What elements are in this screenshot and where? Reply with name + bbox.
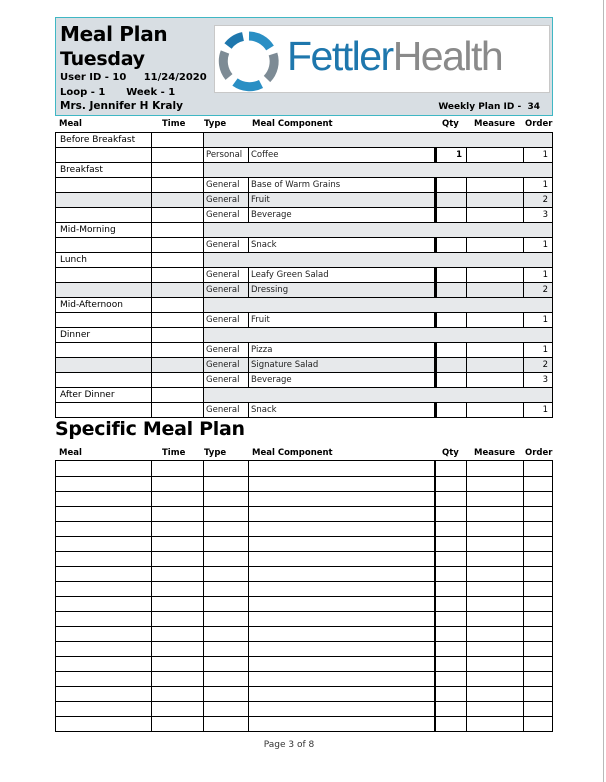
col-measure: Measure (474, 448, 516, 458)
meal-name: Dinner (56, 328, 152, 342)
brand-logo (214, 25, 550, 93)
weekly-plan-id: Weekly Plan ID - 34 (438, 102, 540, 112)
type-cell: General (204, 178, 249, 192)
table-row (55, 312, 553, 327)
meal-row-fill (152, 253, 552, 267)
order-cell: 2 (524, 193, 552, 207)
col-type: Type (204, 119, 227, 129)
measure-cell (467, 268, 524, 282)
brand-name-fettler: Fettler (287, 33, 393, 79)
ring-logo-icon (218, 30, 280, 92)
col-order: Order (525, 448, 553, 458)
time-cell (152, 193, 204, 207)
component-cell: Fruit (249, 193, 435, 207)
grid-row-line (56, 476, 552, 477)
type-cell: General (204, 238, 249, 252)
meal-cell (56, 403, 152, 417)
measure-cell (467, 373, 524, 387)
type-cell: General (204, 268, 249, 282)
col-time: Time (162, 448, 186, 458)
grid-row-line (56, 491, 552, 492)
grid-row-line (56, 521, 552, 522)
type-cell: Personal (204, 148, 249, 162)
order-cell: 2 (524, 283, 552, 297)
meal-name: Mid-Morning (56, 223, 152, 237)
time-cell (152, 238, 204, 252)
qty-cell (435, 343, 467, 357)
meal-row-fill (152, 298, 552, 312)
meal-section-row (55, 222, 553, 237)
loop-week: Loop - 1 Week - 1 (60, 87, 176, 98)
user-id-date: User ID - 10 11/24/2020 (60, 72, 207, 83)
table-row (55, 342, 553, 357)
meal-cell (56, 268, 152, 282)
col-component: Meal Component (252, 448, 333, 458)
col-order: Order (525, 119, 553, 129)
order-cell: 1 (542, 150, 548, 160)
table-row (55, 192, 553, 207)
qty-cell: 1 (435, 148, 467, 162)
meal-section-row (55, 297, 553, 312)
qty-cell (435, 193, 467, 207)
meal-row-fill (152, 133, 552, 147)
type-cell: General (204, 208, 249, 222)
page-edge (603, 0, 604, 782)
col-measure: Measure (474, 119, 516, 129)
meal-time-cell (152, 328, 204, 342)
grid-row-line (56, 686, 552, 687)
meal-section-row (55, 252, 553, 267)
specific-meal-plan-grid (55, 460, 553, 732)
time-cell (152, 343, 204, 357)
measure-cell (467, 343, 524, 357)
table-row (55, 372, 553, 387)
meal-cell (56, 343, 152, 357)
time-cell (152, 268, 204, 282)
table-row (55, 357, 553, 372)
component-cell: Base of Warm Grains (249, 178, 435, 192)
grid-row-line (56, 641, 552, 642)
order-cell: 1 (542, 180, 548, 190)
meal-name: After Dinner (56, 388, 152, 402)
grid-row-line (56, 581, 552, 582)
measure-cell (467, 148, 524, 162)
patient-name: Mrs. Jennifer H Kraly (60, 100, 183, 112)
order-cell: 2 (524, 358, 552, 372)
grid-row-line (56, 716, 552, 717)
meal-row-fill (152, 163, 552, 177)
type-cell: General (204, 313, 249, 327)
measure-cell (467, 283, 524, 297)
table-row (55, 402, 553, 417)
page-number: Page 3 of 8 (263, 740, 315, 750)
component-cell: Signature Salad (249, 358, 435, 372)
meal-cell (56, 373, 152, 387)
type-cell: General (204, 193, 249, 207)
time-cell (152, 358, 204, 372)
table-row (55, 237, 553, 252)
meal-cell (56, 208, 152, 222)
qty-cell (435, 313, 467, 327)
table-row (55, 177, 553, 192)
component-cell: Snack (249, 238, 435, 252)
qty-cell (435, 238, 467, 252)
grid-row-line (56, 626, 552, 627)
qty-cell (435, 403, 467, 417)
meal-cell (56, 193, 152, 207)
time-cell (152, 313, 204, 327)
component-cell: Pizza (249, 343, 435, 357)
meal-time-cell (152, 133, 204, 147)
component-cell: Fruit (249, 313, 435, 327)
meal-name: Mid-Afternoon (56, 298, 152, 312)
plan-header (55, 17, 553, 116)
meal-cell (56, 283, 152, 297)
measure-cell (467, 193, 524, 207)
type-cell: General (204, 343, 249, 357)
qty-cell (435, 268, 467, 282)
meal-row-fill (152, 388, 552, 402)
qty-cell (435, 373, 467, 387)
time-cell (152, 403, 204, 417)
measure-cell (467, 238, 524, 252)
grid-row-line (56, 596, 552, 597)
meal-section-row (55, 132, 553, 147)
grid-row-line (56, 611, 552, 612)
meal-cell (56, 358, 152, 372)
type-cell: General (204, 373, 249, 387)
table-row (55, 282, 553, 297)
grid-row-line (56, 506, 552, 507)
measure-cell (467, 313, 524, 327)
qty-cell (435, 208, 467, 222)
meal-name: Before Breakfast (56, 133, 152, 147)
day-label: Tuesday (60, 48, 145, 70)
col-qty: Qty (442, 448, 459, 458)
component-cell: Coffee (249, 148, 435, 162)
measure-cell (467, 403, 524, 417)
meal-time-cell (152, 163, 204, 177)
time-cell (152, 178, 204, 192)
grid-row-line (56, 536, 552, 537)
col-time: Time (162, 119, 186, 129)
meal-cell (56, 313, 152, 327)
component-cell: Beverage (249, 373, 435, 387)
component-cell: Beverage (249, 208, 435, 222)
meal-section-row (55, 387, 553, 402)
col-meal: Meal (59, 448, 82, 458)
brand-name-health: Health (392, 33, 503, 79)
col-component: Meal Component (252, 119, 333, 129)
type-cell: General (204, 403, 249, 417)
time-cell (152, 283, 204, 297)
meal-time-cell (152, 388, 204, 402)
order-cell: 1 (542, 315, 548, 325)
meal-row-fill (152, 223, 552, 237)
meal-name: Lunch (56, 253, 152, 267)
page-title: Meal Plan (60, 22, 168, 46)
meal-section-row (55, 327, 553, 342)
component-cell: Snack (249, 403, 435, 417)
measure-cell (467, 358, 524, 372)
type-cell: General (204, 358, 249, 372)
meal-row-fill (152, 328, 552, 342)
meal-time-cell (152, 223, 204, 237)
table-row (55, 207, 553, 222)
col-qty: Qty (442, 119, 459, 129)
time-cell (152, 208, 204, 222)
grid-row-line (56, 566, 552, 567)
meal-cell (56, 178, 152, 192)
qty-cell (435, 358, 467, 372)
qty-cell (435, 283, 467, 297)
meal-time-cell (152, 253, 204, 267)
component-cell: Dressing (249, 283, 435, 297)
grid-row-line (56, 656, 552, 657)
table-row (55, 267, 553, 282)
measure-cell (467, 208, 524, 222)
order-cell: 3 (542, 375, 548, 385)
meal-section-row (55, 162, 553, 177)
measure-cell (467, 178, 524, 192)
time-cell (152, 148, 204, 162)
qty-cell (435, 178, 467, 192)
grid-row-line (56, 701, 552, 702)
order-cell: 1 (542, 345, 548, 355)
order-cell: 1 (542, 270, 548, 280)
type-cell: General (204, 283, 249, 297)
order-cell: 1 (542, 240, 548, 250)
grid-row-line (56, 551, 552, 552)
order-cell: 3 (542, 210, 548, 220)
meal-cell (56, 148, 152, 162)
specific-meal-plan-title: Specific Meal Plan (55, 418, 245, 440)
table-row (55, 147, 553, 162)
meal-cell (56, 238, 152, 252)
order-cell: 1 (542, 405, 548, 415)
grid-row-line (56, 671, 552, 672)
meal-time-cell (152, 298, 204, 312)
component-cell: Leafy Green Salad (249, 268, 435, 282)
col-type: Type (204, 448, 227, 458)
column-header (55, 118, 553, 131)
col-meal: Meal (59, 119, 82, 129)
time-cell (152, 373, 204, 387)
specific-column-header (55, 447, 553, 460)
meal-name: Breakfast (56, 163, 152, 177)
